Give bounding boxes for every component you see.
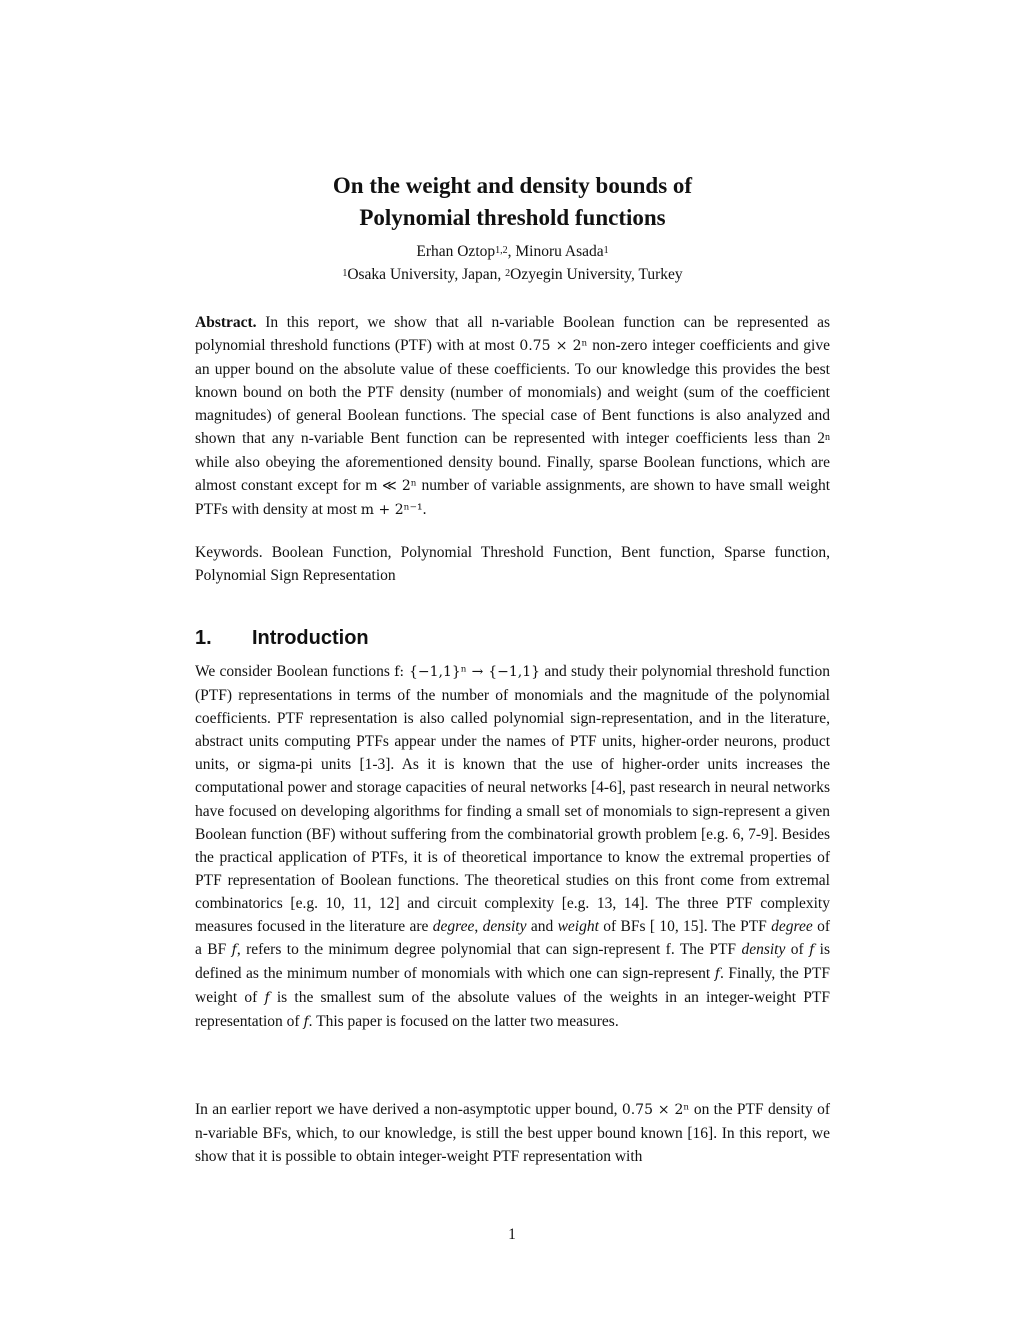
intro-paragraph-1: We consider Boolean functions f: {−1,1}ⁿ → {−1,1} and study their polynomial threshold function (PTF) representations in terms of the number of monomials and the magnitude of the polynomial coefficients. PTF representation is also called polynomial sign-representation, and in the literature, abstract units computing PTFs appear under the names of PTF units, higher-order neurons, product units, or sigma-pi units [1-3]. As it is known that the use of higher-order units increases the computational power and storage capacities of neural networks [4-6], past research in neural networks have focused on developing algorithms for finding a small set of monomials to sign-represent a given Boolean function (BF) without suffering from the combinatorial growth problem [e.g. 6, 7-9]. Besides the practical application of PTFs, it is of theoretical importance to know the extremal properties of PTF representation of Boolean functions. The theoretical studies on this front come from extremal combinatorics [e.g. 10, 11, 12] and circuit complexity [e.g. 13, 14]. The three PTF complexity measures focused in the literature are degree, density and weight of BFs [ 10, 15]. The PTF degree of a BF f, refers to the minimum degree polynomial that can sign-represent f. The PTF density of f is defined as the minimum number of monomials with which one can sign-represent f. Finally, the PTF weight of f is the smallest sum of the absolute values of the weights in an integer-weight PTF representation of f. This paper is focused on the latter two measures. — [195, 663, 831, 1031]
page-number: 1 — [508, 1226, 516, 1243]
paper-title-line-2: Polynomial threshold functions — [359, 205, 666, 230]
math-expression: 0.75 × 2ⁿ — [519, 338, 588, 355]
math-expression: f: {−1,1}ⁿ → {−1,1} — [394, 664, 541, 680]
paper-title-line-1: On the weight and density bounds of — [332, 173, 693, 198]
math-expression: m + 2ⁿ⁻¹ — [360, 501, 423, 518]
author-2-affil: 1 — [603, 245, 609, 256]
section-number: 1. — [195, 627, 212, 649]
author-1-affil: 1,2 — [495, 245, 508, 256]
abstract: Abstract. In this report, we show that all n-variable Boolean function can be represented as polynomial threshold functions (PTF) with at most 0.75 × 2ⁿ non-zero integer coefficients and give an upper bound on the absolute value of these coefficients. To our knowledge this provides the best known bound on both the PTF density (number of monomials) and weight (sum of the coefficient magnitudes) of general Boolean functions. The special case of Bent functions is also analyzed and shown that any n-variable Bent function can be represented with integer coefficients less than 2$^n$ while also obeying the aforementioned density bound. Finally, sparse Boolean functions, which are almost constant except for m ≪ 2ⁿ number of variable assignments, are shown to have small weight PTFs with density at most m + 2ⁿ⁻¹. — [195, 314, 831, 518]
intro-paragraph-2: In an earlier report we have derived a non-asymptotic upper bound, 0.75 × 2ⁿ on the PTF density of n-variable BFs, which, to our knowledge, is still the best upper bound known [16]. In this report, we show that it is possible to obtain integer-weight PTF representation with — [195, 1101, 830, 1166]
author-1: Erhan Oztop — [416, 243, 496, 260]
affiliation-1: Osaka University, Japan, — [347, 266, 506, 283]
abstract-label: Abstract. — [195, 314, 257, 331]
affiliations: $^1$Osaka University, Japan, $^2$Ozyegin University, Turkey — [342, 266, 683, 283]
math-expression: ≪ 2ⁿ — [381, 477, 417, 494]
section-heading — [195, 627, 369, 650]
authors: Erhan Oztop$^{1,2}$, Minoru Asada$^1$ — [416, 243, 609, 260]
author-2: Minoru Asada — [515, 243, 604, 260]
math-expression: 0.75 × 2ⁿ — [621, 1102, 690, 1118]
affiliation-2: Ozyegin University, Turkey — [510, 266, 683, 283]
keywords: Keywords. Boolean Function, Polynomial Threshold Function, Bent function, Sparse function, Polynomial Sign Representation — [195, 544, 830, 585]
section-title: Introduction — [252, 627, 369, 649]
